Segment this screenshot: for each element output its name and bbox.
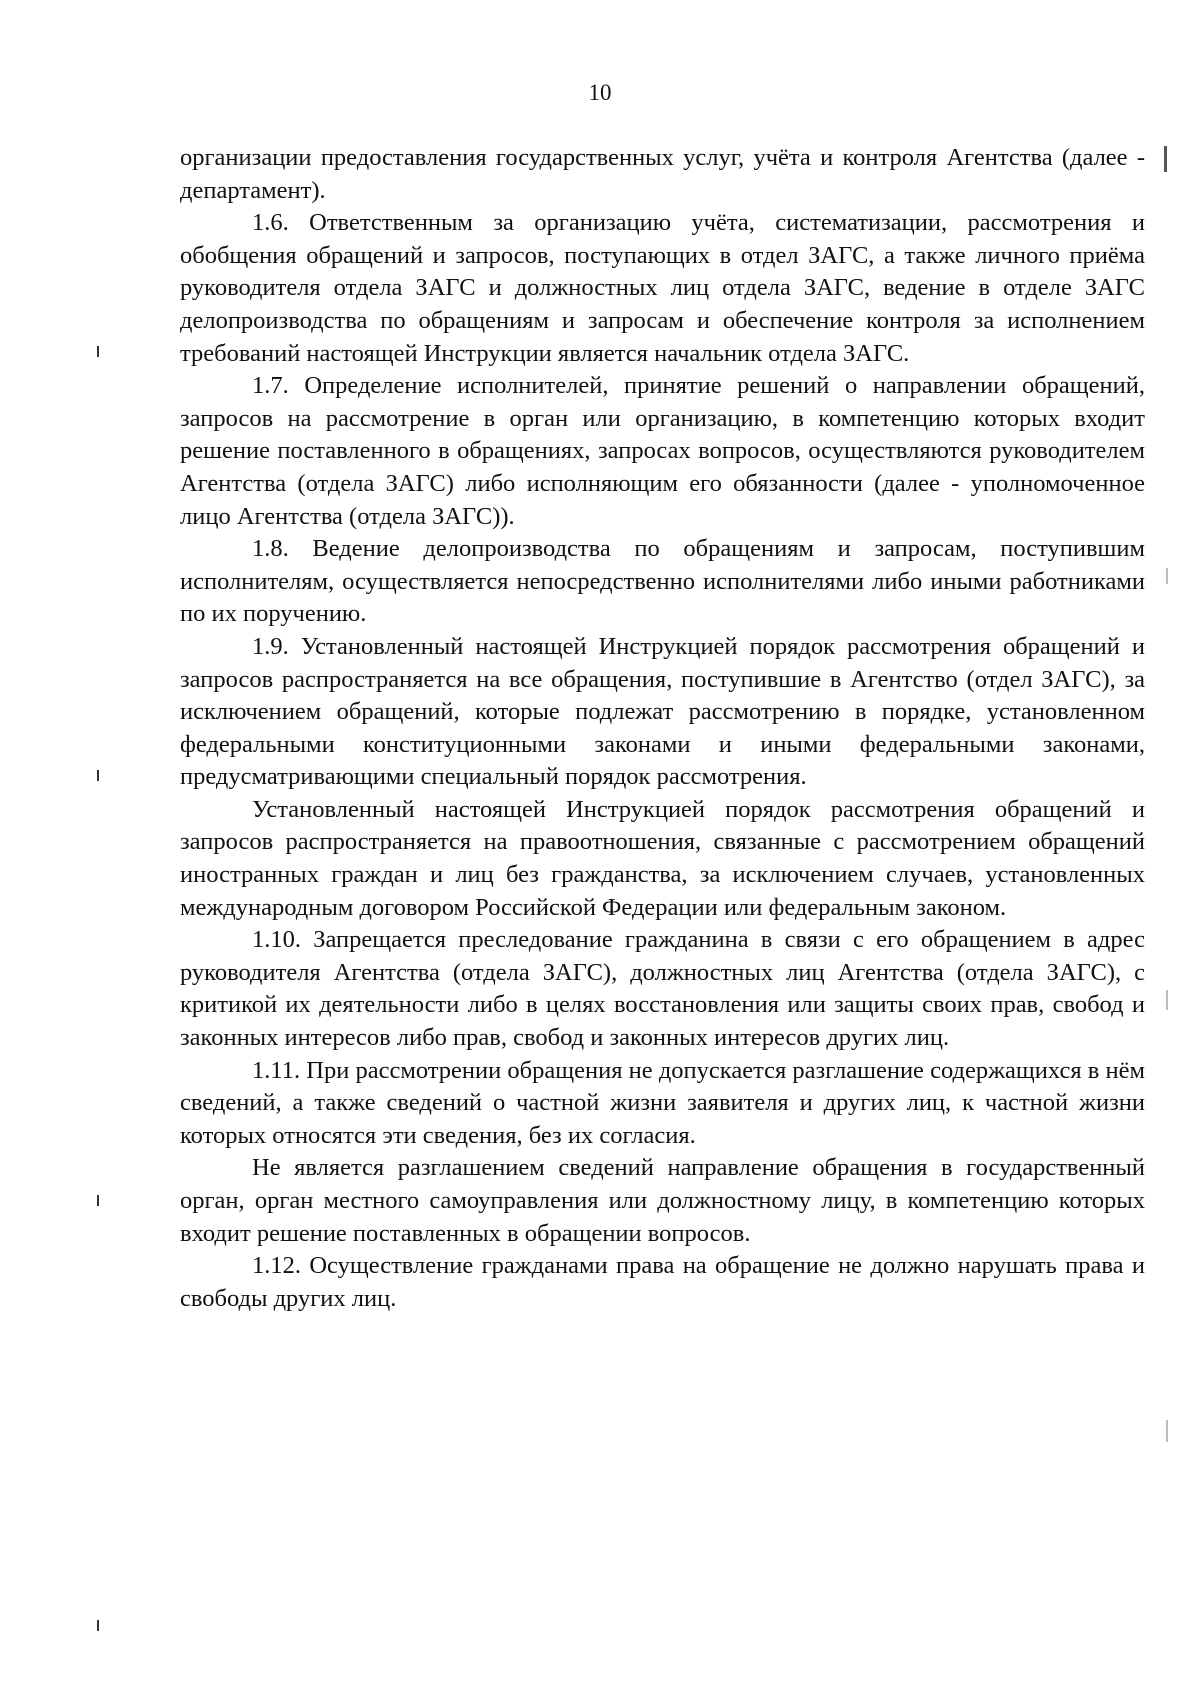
paragraph-1-6: 1.6. Ответственным за организацию учёта, систематизации, рассмотрения и обобщения обращений и запросов, поступающих в отдел ЗАГС, а также личного приёма руководителя отдела ЗАГС и должностных лиц отдела ЗАГС, ведение в отделе ЗАГС делопроизводства по обращениям и запросам и обеспечение контроля за исполнением требований настоящей Инструкции является начальник отдела ЗАГС. [180, 209, 1145, 367]
scan-binding-mark [97, 1195, 99, 1206]
paragraph-1-7: 1.7. Определение исполнителей, принятие решений о направлении обращений, запросов на рассмотрение в орган или организацию, в компетенцию которых входит решение поставленного в обращениях, запросах вопросов, осуществляются руководителем Агентства (отдела ЗАГС) либо исполняющим его обязанности (далее - уполномоченное лицо Агентства (отдела ЗАГС)). [180, 372, 1145, 530]
scan-binding-mark [97, 770, 99, 781]
scan-edge-mark [1164, 146, 1167, 172]
document-body [180, 142, 1145, 1315]
paragraph-1-11: 1.11. При рассмотрении обращения не допускается разглашение содержащихся в нём сведений, а также сведений о частной жизни заявителя и других лиц, к частной жизни которых относятся эти сведения, без их согласия. [180, 1056, 1145, 1149]
scan-edge-mark [1166, 1420, 1168, 1442]
scan-binding-mark [97, 1620, 99, 1631]
paragraph-1-12: 1.12. Осуществление гражданами права на обращение не должно нарушать права и свободы других лиц. [180, 1252, 1145, 1312]
scan-edge-mark [1166, 990, 1168, 1010]
scan-binding-mark [97, 346, 99, 357]
paragraph-continuation: организации предоставления государственных услуг, учёта и контроля Агентства (далее - департамент). [180, 144, 1145, 204]
paragraph-1-10: 1.10. Запрещается преследование гражданина в связи с его обращением в адрес руководителя Агентства (отдела ЗАГС), должностных лиц Агентства (отдела ЗАГС), с критикой их деятельности либо в целях восстановления или защиты своих прав, свобод и законных интересов либо прав, свобод и законных интересов других лиц. [180, 926, 1145, 1052]
scan-edge-mark [1166, 568, 1168, 584]
paragraph-1-11-second: Не является разглашением сведений направление обращения в государственный орган, орган местного самоуправления или должностному лицу, в компетенцию которых входит решение поставленных в обращении вопросов. [180, 1154, 1145, 1247]
paragraph-1-8: 1.8. Ведение делопроизводства по обращениям и запросам, поступившим исполнителям, осуществляется непосредственно исполнителями либо иными работниками по их поручению. [180, 535, 1145, 628]
page-number: 10 [588, 80, 612, 105]
paragraph-1-9-second: Установленный настоящей Инструкцией порядок рассмотрения обращений и запросов распространяется на правоотношения, связанные с рассмотрением обращений иностранных граждан и лиц без гражданства, за исключением случаев, установленных международным договором Российской Федерации или федеральным законом. [180, 795, 1145, 921]
paragraph-1-9: 1.9. Установленный настоящей Инструкцией порядок рассмотрения обращений и запросов распространяется на все обращения, поступившие в Агентство (отдел ЗАГС), за исключением обращений, которые подлежат рассмотрению в порядке, установленном федеральными конституционными законами и иными федеральными законами, предусматривающими специальный порядок рассмотрения. [180, 632, 1145, 791]
